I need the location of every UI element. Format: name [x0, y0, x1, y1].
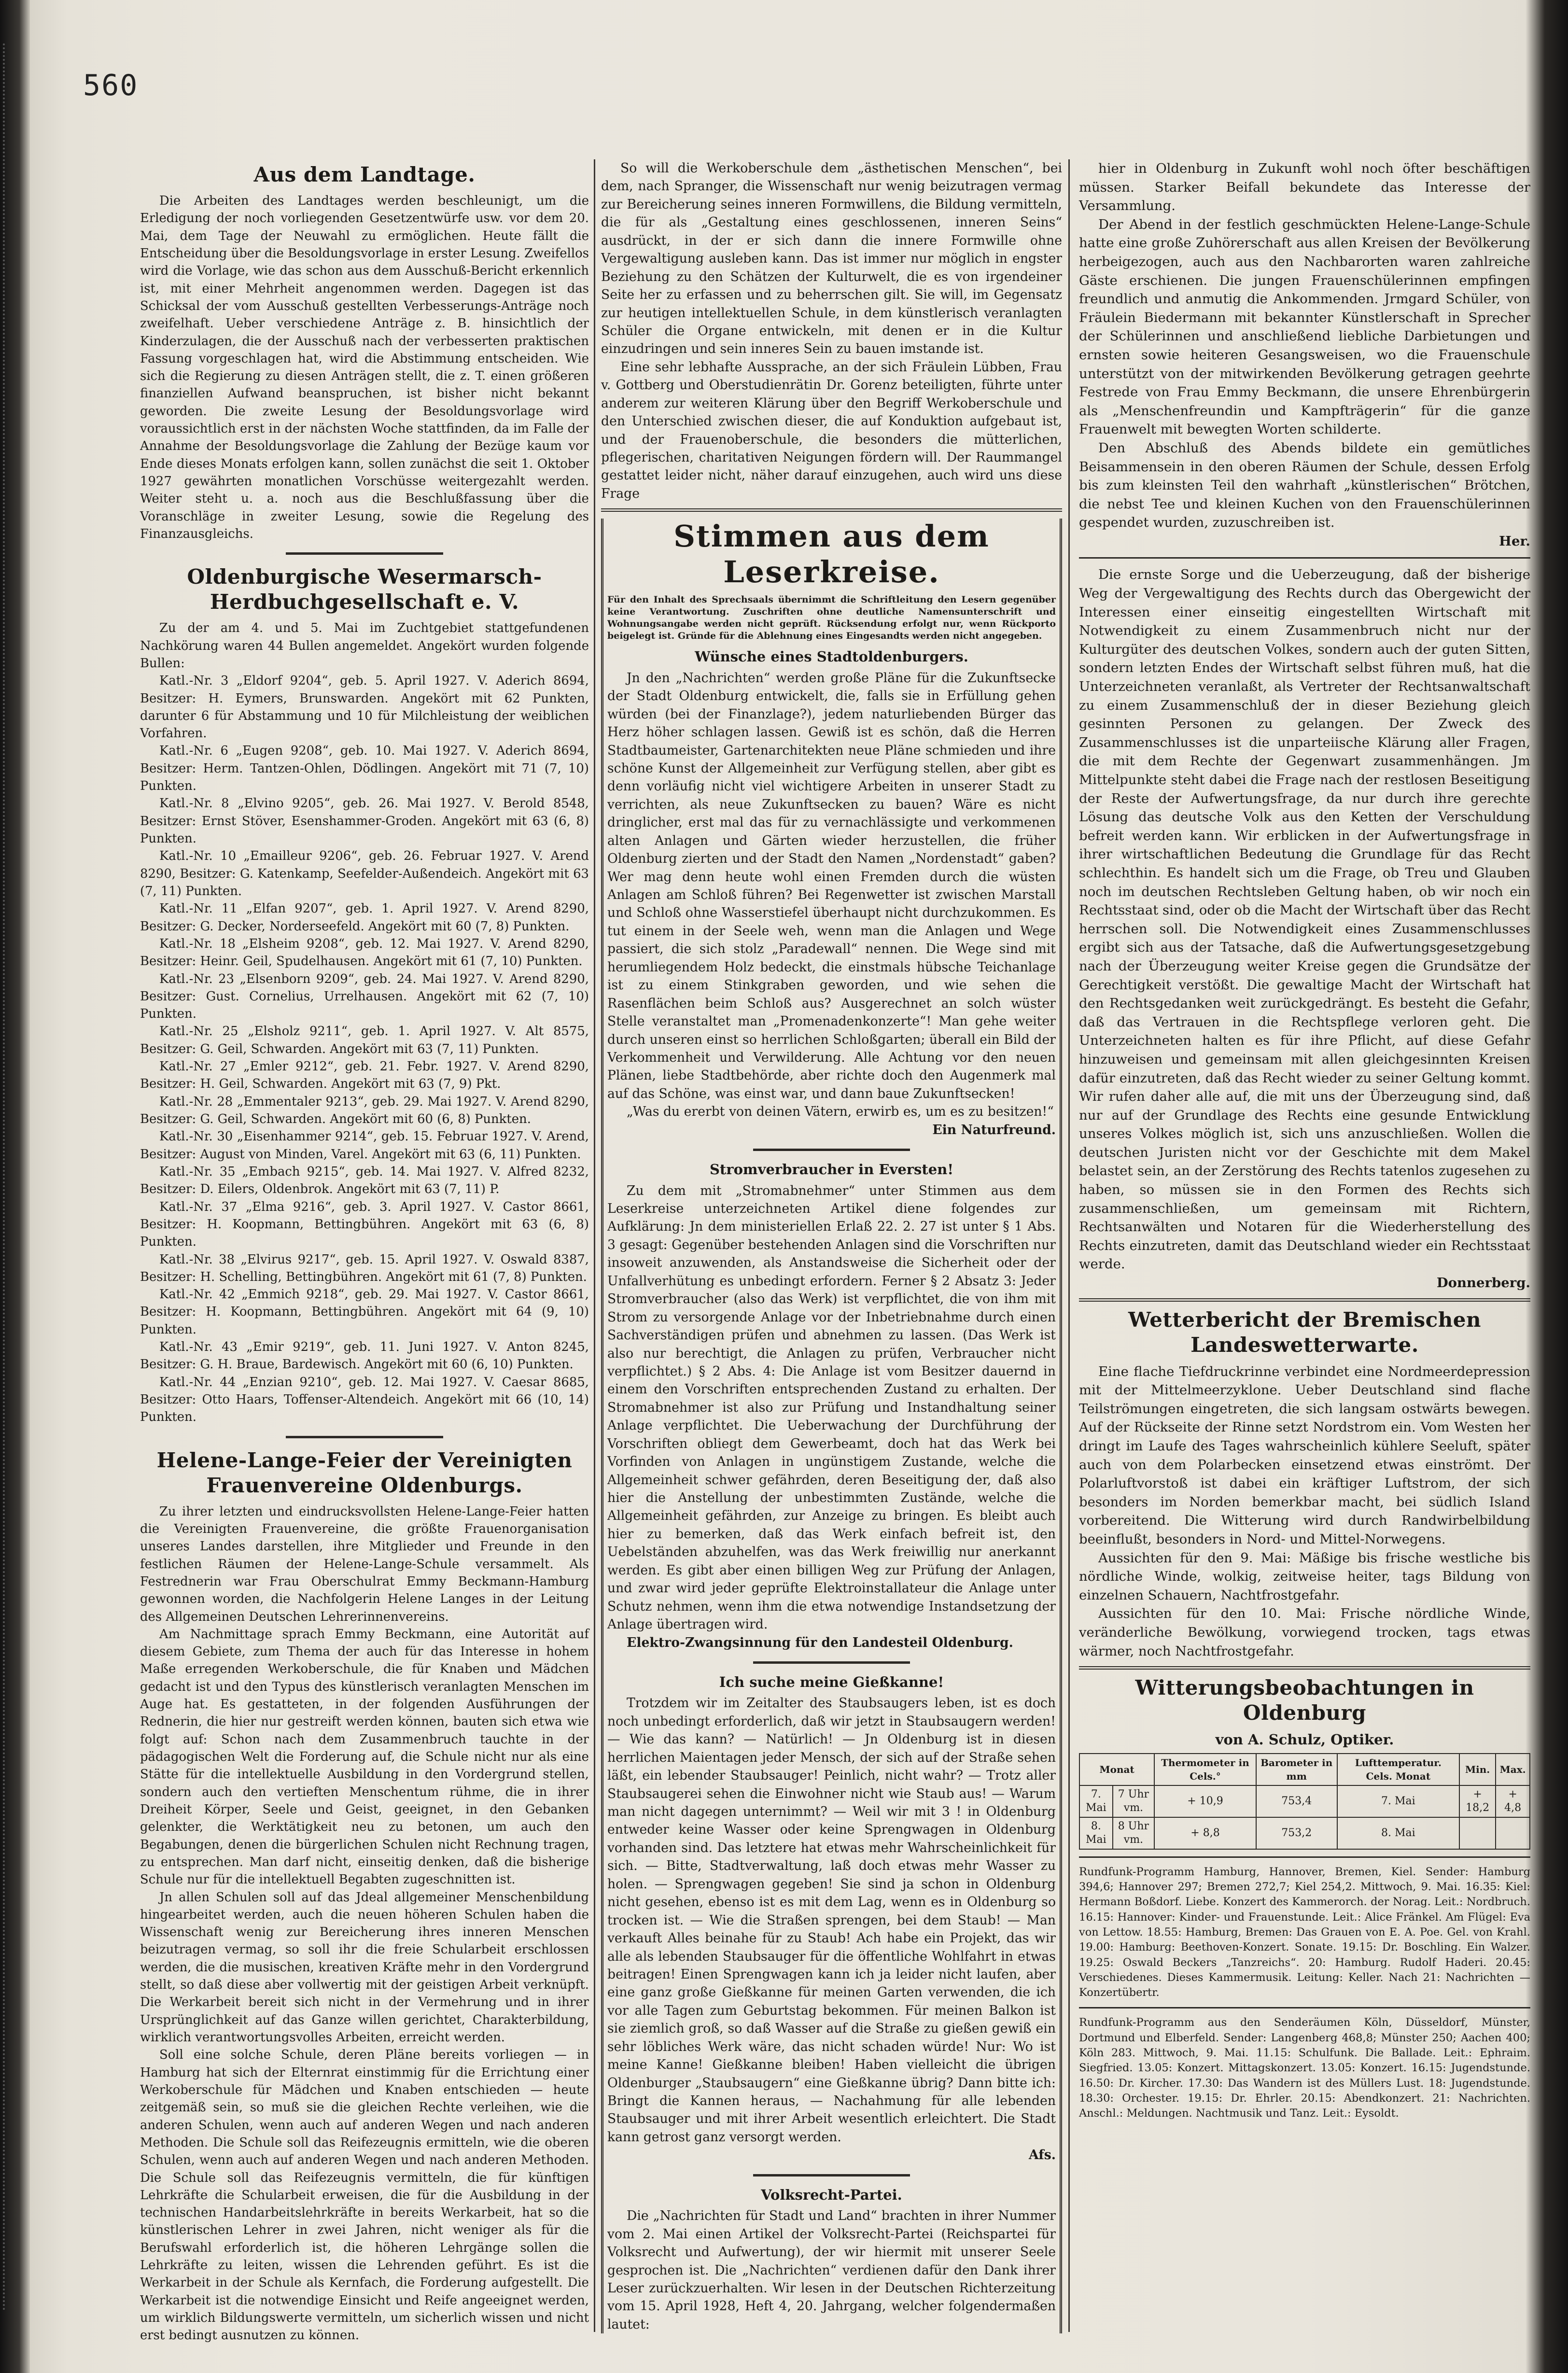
lange-closing-text: Den Abschluß des Abends bildete ein gemütliches Beisammensein in den oberen Räumen der Schule, dessen Erfolg bis zum kleinsten Teil den wahrhaft „künstlerischen“ Brötchen, die nebst Tee und kleinen Kuchen von den Frauenschülerinnen gespendet wurden, zuzuschreiben ist. — [1079, 440, 1530, 531]
binding-holes — [3, 43, 24, 2313]
wetter-forecast-10-mai: Aussichten für den 10. Mai: Frische nördliche Winde, veränderliche Bewölkung, vorwiegend trocken, tags etwas wärmer, noch Nachtfrostgefahr. — [1079, 1606, 1530, 1659]
herdbuch-entry: Katl.-Nr. 25 „Elsholz 9211“, geb. 1. April 1927. V. Alt 8575, Besitzer: G. Geil, Schwarden. Angekört mit 63 (7, 11) Punkten. — [140, 1024, 589, 1056]
continued-text-werkoberschule: So will die Werkoberschule dem „ästhetischen Menschen“, bei dem, nach Spranger, die Wissenschaft nur wenig beizutragen vermag zur Bereicherung seines inneren Formwillens, die Bildung vermitteln, die für als „Gestaltung eines geschlossenen, inneren Seins“ ausdrückt, in der er sich dann die innere Formwille ohne Vergewaltigung ausleben kann. Das ist immer nur möglich in engster Beziehung zu den Schätzen der Kulturwelt, die es von irgendeiner Seite her zu erfassen und zu beherrschen gilt. Sie will, im Gegensatz zur heutigen intellektuellen Schule, in dem künstlerisch veranlagten Schüler die Organe entwickeln, mit denen er in die Kultur einzudringen und sein inneres Sein zu bauen imstande ist. — [601, 161, 1062, 357]
column-separator — [1068, 159, 1070, 2332]
richter-signature: Donnerberg. — [1436, 1275, 1530, 1291]
weather-table-row — [1079, 1817, 1530, 1849]
herdbuch-entry: Katl.-Nr. 28 „Emmentaler 9213“, geb. 29. Mai 1927. V. Arend 8290, Besitzer: G. Geil, Schwarden. Angekört mit 60 (6, 8) Punkten. — [140, 1094, 589, 1126]
article-divider — [286, 1436, 443, 1438]
weather-table-cell: 7. Mai — [1079, 1785, 1113, 1817]
article-divider — [286, 552, 443, 555]
weather-table-header — [1079, 1754, 1530, 1785]
lange-paragraph: Soll eine solche Schule, deren Pläne bereits vorliegen — in Hamburg hat sich der Elternrat einstimmig für die Errichtung einer Werkoberschule für Mädchen und Knaben entschieden — heute zeitgemäß sein, so muß sie die gleichen Rechte verleihen, wie die anderen Schulen, wenn auch auf anderen Wegen und nach anderen Methoden. Die Schule soll das Reifezeugnis ermitteln, wie die oberen Schulen, wenn auch auf anderen Wegen und nach anderen Methoden. Die Schule soll das Reifezeugnis vermitteln, die für künftigen Lehrkräfte die Schularbeit erweisen, die für die Ausbildung in der technischen Handarbeitslehrkräfte in bereits Werkarbeit, hat so die künstlerischen Lehrer in zwei Jahren, nicht weniger als für die Berufswahl erforderlich ist, die höheren Lehrgänge sollen die Lehrkräfte zu leiten, wissen die Lehrenden geführt. Es ist die Werkarbeit in der Schule als Kernfach, die Forderung aufgestellt. Die Werkarbeit ist die notwendige Einsicht und Reife angeeignet werden, um wirklich Bildungswerte vermitteln, um sicherlich wissen und nicht erst bedingt ausnutzen zu können. — [140, 2048, 589, 2343]
column-1 — [140, 159, 589, 2345]
herdbuch-entry: Katl.-Nr. 35 „Embach 9215“, geb. 14. Mai 1927. V. Alfred 8232, Besitzer: D. Eilers, Oldenbrok. Angekört mit 63 (7, 11) P. — [140, 1164, 589, 1197]
letter-title-giesskanne: Ich suche meine Gießkanne! — [719, 1673, 944, 1690]
continued-text-aussprache: Eine sehr lebhafte Aussprache, an der sich Fräulein Lübben, Frau v. Gottberg und Oberstudienrätin Dr. Gorenz beteiligten, führte unter anderem zur weiteren Klärung über den Begriff Werkoberschule und den Unterschied zwischen dieser, die auf Konduktion aufgebaut ist, und der Frauenoberschule, die besonders die mütterlichen, pflegerischen, charitativen Neigungen fördern will. Der Raummangel gestattet leider nicht, näher darauf einzugehen, auch wird uns diese Frage — [601, 359, 1062, 501]
letter-divider — [753, 2174, 910, 2176]
herdbuch-entry: Katl.-Nr. 23 „Elsenborn 9209“, geb. 24. Mai 1927. V. Arend 8290, Besitzer: Gust. Cornelius, Urrelhausen. Angekört mit 62 (7, 10) Punkten. — [140, 971, 589, 1022]
weather-table-header-cell: Monat — [1079, 1754, 1154, 1785]
column-2 — [601, 159, 1062, 2333]
article-intro-herdbuch: Zu der am 4. und 5. Mai im Zuchtgebiet stattgefundenen Nachkörung waren 44 Bullen angemeldet. Angekört wurden folgende Bullen: — [140, 621, 589, 671]
beobachtungen-author: von A. Schulz, Optiker. — [1215, 1731, 1394, 1748]
lange-evening-text: Der Abend in der festlich geschmückten Helene-Lange-Schule hatte eine große Zuhörerschaft aus allen Kreisen der Bevölkerung herbeigezogen, auch aus den Nachbarorten waren zahlreiche Gäste erschienen. Die jungen Frauenschülerinnen empfingen freundlich und anmutig die Ankommenden. Jrmgard Schüler, von Fräulein Biedermann mit bekannter Künstlerschaft in Sprecher der Schülerinnen und anschließend liebliche Darbietungen und ernsten sowie heiteren Gesangsweisen, wo die Frauenschule unterstützt von der mitwirkenden Bevölkerung getragen geehrte Festrede von Frau Emmy Beckmann, die unsere Ehrenbürgerin als „Menschenfreundin und Kampfträgerin“ für die ganze Frauenwelt mit bewegten Worten schilderte. — [1079, 216, 1530, 437]
herdbuch-entry: Katl.-Nr. 37 „Elma 9216“, geb. 3. April 1927. V. Castor 8661, Besitzer: H. Koopmann, Bettingbühren. Angekört mit 63 (6, 8) Punkten. — [140, 1199, 589, 1250]
weather-table-cell: 7. Mai — [1337, 1785, 1459, 1817]
column-separator — [594, 159, 595, 2332]
letter-title-stadt: Wünsche eines Stadtoldenburgers. — [695, 648, 968, 665]
continued-text-lange: hier in Oldenburg in Zukunft wohl noch öfter beschäftigen müssen. Starker Beifall bekundete das Interesse der Versammlung. — [1079, 161, 1530, 214]
letter-body-strom: Zu dem mit „Stromabnehmer“ unter Stimmen aus dem Leserkreise unterzeichneten Artikel diene folgendes zur Aufklärung: Jn dem ministeriellen Erlaß 22. 2. 27 ist unter § 1 Abs. 3 gesagt: Gegenüber bestehenden Anlagen sind die Vorschriften nur insoweit anzuwenden, als Anstandsweise die Sicherheit oder der Unfallverhütung es unbedingt erfordern. Ferner § 2 Absatz 3: Jeder Stromverbraucher (also das Werk) ist verpflichtet, die von ihm mit Strom zu versorgende Anlage vor der Inbetriebnahme durch einen Sachverständigen prüfen und abnehmen zu lassen. (Das Werk ist also nur berechtigt, die Anlagen zu prüfen, Verbraucher nicht verpflichtet.) § 2 Abs. 4: Die Anlage ist vom Besitzer dauernd in einem den Vorschriften entsprechenden Zustand zu erhalten. Der Stromabnehmer ist also zur Prüfung und Instandhaltung seiner Anlage verpflichtet. Die Ueberwachung der Durchführung der Vorschriften obliegt dem Gewerbeamt, doch hat das Werk bei Vorfinden von Anlagen in ungünstigem Zustande, welche die Allgemeinheit schwer gefährden, deren Beseitigung der, daß also hier die Anstellung der unbestimmten Zustände, welche die Allgemeinheit gefährden, zur Anzeige zu bringen. Es bleibt auch hier zu bemerken, daß das Werk einfach befreit ist, den Uebelständen abzuhelfen, was das Werk freiwillig nur anerkannt werden. Es gibt aber einen billigen Weg zur Prüfung der Anlagen, und zwar wird jeder geprüfte Elektroinstallateur die Anlage unter Schutz nehmen, wenn ihm die etwa notwendige Instandsetzung der Anlage übertragen wird. — [607, 1183, 1056, 1632]
herdbuch-list — [140, 672, 589, 1426]
letter-divider — [753, 1661, 910, 1664]
weather-table-cell: 8. Mai — [1079, 1817, 1113, 1849]
letter-divider — [753, 1149, 910, 1151]
wetter-report-text: Eine flache Tiefdruckrinne verbindet eine Nordmeerdepression mit der Mittelmeerzyklone. Ueber Deutschland sind flache Teilströmungen eingetreten, die sich langsam ostwärts bewegen. Auf der Rückseite der Rinne setzt Nordstrom ein. Vom Westen her dringt im Laufe des Tages wahrscheinlich kühlere Seeluft, später auch von dem Polarbecken einsetzend etwas einströmt. Der Polarluftvorstoß ist dabei ein kräftiger Luftstrom, der sich besonders im Norden bemerkbar macht, bei südlich Island vorbereitend. Die Witterung wird durch Randwirbelbildung beeinflußt, besonders in Nord- und Mittel-Norwegens. — [1079, 1363, 1530, 1547]
radio-program-koeln: Rundfunk-Programm aus den Senderäumen Köln, Düsseldorf, Münster, Dortmund und Elberfeld. Sender: Langenberg 468,8; Münster 250; Aachen 400; Köln 283. Mittwoch, 9. Mai. 11.15: Schulfunk. Die Ballade. Leit.: Ephraim. Siegfried. 13.05: Konzert. Mittagskonzert. 13.05: Konzert. 16.15: Jugendstunde. 16.50: Dr. Kircher. 17.30: Das Wandern ist des Müllers Lust. 18: Jugendstunde. 18.30: Orchester. 19.15: Dr. Ehrler. 20.15: Abendkonzert. 21: Nachrichten. Anschl.: Meldungen. Nachtmusik und Tanz. Leit.: Eysoldt. — [1079, 2016, 1530, 2120]
herdbuch-entry: Katl.-Nr. 38 „Elvirus 9217“, geb. 15. April 1927. V. Oswald 8387, Besitzer: H. Schelling, Bettingbühren. Angekört mit 61 (7, 8) Punkten. — [140, 1252, 589, 1284]
section-divider — [1079, 1856, 1530, 1858]
herdbuch-entry: Katl.-Nr. 18 „Elsheim 9208“, geb. 12. Mai 1927. V. Arend 8290, Besitzer: Heinr. Geil, Spudelhausen. Angekört mit 61 (7, 10) Punkten. — [140, 936, 589, 969]
herdbuch-entry: Katl.-Nr. 6 „Eugen 9208“, geb. 10. Mai 1927. V. Aderich 8694, Besitzer: Herm. Tantzen-Ohlen, Dödlingen. Angekört mit 71 (7, 10) Punkten. — [140, 744, 589, 794]
weather-table-cell: 7 Uhr vm. — [1113, 1785, 1154, 1817]
letter-title-strom: Stromverbraucher in Eversten! — [709, 1161, 954, 1178]
section-divider — [1079, 1666, 1530, 1670]
weather-table-cell: + 4,8 — [1496, 1785, 1530, 1817]
lange-paragraph: Jn allen Schulen soll auf das Jdeal allgemeiner Menschenbildung hingearbeitet werden, auch die neuen höheren Schulen haben die Wissenschaft wenig zur Bereicherung ihres inneren Menschen beizutragen vermag, so soll ihr die freie Schularbeit erschlossen werden, die die musischen, kreativen Kräfte mehr in den Vordergrund stellt, so daß diese aber vollwertig mit der geistigen Arbeit verknüpft. Die Werkarbeit bereit sich nicht in der Vermehrung und in ihrer Ursprünglichkeit auf das Ganze willen gerichtet, Charakterbildung, wirklich verantwortungsvolles Arbeiten, erreicht werden. — [140, 1890, 589, 2045]
letter-signature-stadt: Ein Naturfreund. — [932, 1122, 1056, 1137]
weather-table-cell: + 8,8 — [1154, 1817, 1256, 1849]
section-divider — [1079, 1298, 1530, 1302]
weather-table-cell: 753,2 — [1256, 1817, 1337, 1849]
weather-table-body — [1079, 1785, 1530, 1849]
section-divider — [1079, 2007, 1530, 2008]
weather-table-cell: + 18,2 — [1459, 1785, 1496, 1817]
section-title-leserkreise: Stimmen aus dem Leserkreise. — [673, 519, 990, 590]
letter-body-giesskanne: Trotzdem wir im Zeitalter des Staubsaugers leben, ist es doch noch unbedingt erforderlich, daß wir jetzt in Staubsaugern werden! — Wie das kann? — Natürlich! — Jn Oldenburg ist in diesen herrlichen Maientagen jeder Mensch, der sich auf der Straße sehen läßt, ein lebender Staubsauger! Peinlich, nicht wahr? — Trotz aller Staubsaugerei sehen die Einwohner nicht wie Staub aus! — Warum man nicht dagegen unternimmt? — Weil wir mit 3 ! in Oldenburg entweder keine Wasser oder keine Sprengwagen in Oldenburg vorhanden sind. Das letztere hat etwas mehr Wahrscheinlichkeit für sich. — Bitte, Stadtverwaltung, laß doch etwas mehr Wasser zu holen. — Sprengwagen gegeben! Sie sind ja schon in Oldenburg nicht gesehen, ebenso ist es mit dem Lag, wenn es in Oldenburg so trocken ist. — Wie die Straßen sprengen, bei dem Staub! — Man verkauft Alles beinahe für zu Staub! Ach habe ein Projekt, das wir alle als lebenden Staubsauger für die öffentliche Wohlfahrt in etwas beitragen! Einen Sprengwagen kann ich ja leider nicht laufen, aber eine ganz große Gießkanne für meinen Garten verwenden, die ich vor alle Tagen zum Geburtstag bekommen. Für meinen Balkon ist sie ziemlich groß, so daß Wasser auf die Straße zu gießen gewiß ein sehr löbliches Werk wäre, das nicht schaden würde! Nur: Wo ist meine Kanne! Gießkanne bleiben! Haben vielleicht die übrigen Oldenburger „Staubsaugern“ eine Gießkanne übrig? Dann bitte ich: Bringt die Kannen heraus, — Nachahmung für alle lebenden Staubsauger und mit ihrer Arbeit wesentlich erleichtert. Die Stadt kann getrost ganz versorgt werden. — [607, 1696, 1056, 2145]
weather-table-row — [1079, 1785, 1530, 1817]
letter-signature-giesskanne: Afs. — [1029, 2148, 1056, 2163]
weather-table-cell: 8. Mai — [1337, 1817, 1459, 1849]
letter-quote-stadt: „Was du ererbt von deinen Vätern, erwirb es, um es zu besitzen!“ — [627, 1104, 1054, 1120]
section-title-wetterbericht: Wetterbericht der Bremischen Landeswetterwarte. — [1128, 1307, 1481, 1357]
letter-title-partei: Volksrecht-Partei. — [761, 2186, 902, 2203]
editorial-disclaimer: Für den Inhalt des Sprechsaals übernimmt die Schriftleitung den Lesern gegenüber keine Verantwortung. Zuschriften ohne deutliche Namensunterschrift und Wohnungsangabe werden nicht geprüft. Rücksendung erfolgt nur, wenn Rückporto beigelegt ist. Gründe für die Ablehnung eines Eingesandts werden nicht angegeben. — [607, 594, 1056, 642]
herdbuch-entry: Katl.-Nr. 42 „Emmich 9218“, geb. 29. Mai 1927. V. Castor 8661, Besitzer: H. Koopmann, Bettingbühren. Angekört mit 64 (9, 10) Punkten. — [140, 1287, 589, 1337]
weather-table-header-cell: Thermometer in Cels.° — [1154, 1754, 1256, 1785]
herdbuch-entry: Katl.-Nr. 3 „Eldorf 9204“, geb. 5. April 1927. V. Aderich 8694, Besitzer: H. Eymers, Brunswarden. Angekört mit 62 Punkten, darunter 6 für Abstammung und 10 für Milchleistung der weiblichen Vorfahren. — [140, 674, 589, 741]
lange-paragraph: Am Nachmittage sprach Emmy Beckmann, eine Autorität auf diesem Gebiete, zum Thema der auch für das Interesse in hohem Maße erregenden Werkoberschule, die für Knaben und Mädchen gedacht ist und den Typus des künstlerisch veranlagten Menschen im Auge hat. Es gestatteten, in der folgenden Ausführungen der Rednerin, die hier nur gestreift werden können, bauten sich etwa wie folgt auf: Schon nach dem Zusammenbruch tauchte in der pädagogischen Welt die Forderung auf, die Schule nicht nur als eine Stätte für die intellektuelle Ausbildung in den Vordergrund stellen, sondern auch den vertieften Menschentum rühme, die in ihrer Dreiheit Körper, Seele und Geist, geeignet, in den Gebanken gelenkter, die Werktätigkeit neu zu betonen, um auch den Begabungen, denen die bürgerlichen Schulen nicht Rechnung tragen, zu entsprechen. Man darf nicht, einseitig denken, daß die bisherige Schule nur für die intellektuell Begabten zugeschnitten ist. — [140, 1627, 589, 1887]
herdbuch-entry: Katl.-Nr. 43 „Emir 9219“, geb. 11. Juni 1927. V. Anton 8245, Besitzer: G. H. Braue, Bardewisch. Angekört mit 60 (6, 10) Punkten. — [140, 1340, 589, 1372]
leserkreise-section — [601, 519, 1062, 2333]
article-title-lange-feier: Helene-Lange-Feier der Vereinigten Frauenvereine Oldenburgs. — [156, 1448, 573, 1497]
herdbuch-entry: Katl.-Nr. 10 „Emailleur 9206“, geb. 26. Februar 1927. V. Arend 8290, Besitzer: G. Katenkamp, Seefelder-Außendeich. Angekört mit 63 (7, 11) Punkten. — [140, 849, 589, 899]
section-title-beobachtungen: Witterungsbeobachtungen in Oldenburg — [1135, 1676, 1474, 1725]
herdbuch-entry: Katl.-Nr. 30 „Eisenhammer 9214“, geb. 15. Februar 1927. V. Arend, Besitzer: August von Minden, Varel. Angekört mit 63 (6, 11) Punkten. — [140, 1129, 589, 1162]
weather-table-cell — [1496, 1817, 1530, 1849]
section-divider — [601, 508, 1062, 512]
lange-paragraph: Zu ihrer letzten und eindrucksvollsten Helene-Lange-Feier hatten die Vereinigten Frauenvereine, die größte Frauenorganisation unseres Landes darstellen, ihre Mitglieder und Freunde in den festlichen Räumen der Helene-Lange-Schule versammelt. Als Festrednerin war Frau Oberschulrat Emmy Beckmann-Hamburg gewonnen worden, die Nachfolgerin Helene Langes in der Leitung des Allgemeinen Deutschen Lehrerinnenvereins. — [140, 1504, 589, 1624]
weather-table-cell: + 10,9 — [1154, 1785, 1256, 1817]
weather-table-header-cell: Lufttemperatur. Cels. Monat — [1337, 1754, 1459, 1785]
article-title-landtag: Aus dem Landtage. — [253, 163, 476, 186]
weather-table-cell: 753,4 — [1256, 1785, 1337, 1817]
herdbuch-entry: Katl.-Nr. 27 „Emler 9212“, geb. 21. Febr. 1927. V. Arend 8290, Besitzer: H. Geil, Schwarden. Angekört mit 63 (7, 9) Pkt. — [140, 1059, 589, 1092]
herdbuch-entry: Katl.-Nr. 44 „Enzian 9210“, geb. 12. Mai 1927. V. Caesar 8685, Besitzer: Otto Haars, Toffenser-Altendeich. Angekört mit 66 (10, 14) Punkten. — [140, 1375, 589, 1425]
letter-body-partei: Die „Nachrichten für Stadt und Land“ brachten in ihrer Nummer vom 2. Mai einen Artikel der Volksrecht-Partei (Reichspartei für Volksrecht und Aufwertung), der wir hiermit mit unserer Seele gesprochen ist. Die „Nachrichten“ verdienen dafür den Dank ihrer Leser zurückzuerhalten. Wir lesen in der Deutschen Richterzeitung vom 15. April 1928, Heft 4, 20. Jahrgang, welcher folgendermaßen lautet: — [607, 2208, 1056, 2332]
weather-table-header-cell: Max. — [1496, 1754, 1530, 1785]
weather-table-cell: 8 Uhr vm. — [1113, 1817, 1154, 1849]
lange-article-body — [140, 1503, 589, 2345]
radio-program-hamburg: Rundfunk-Programm Hamburg, Hannover, Bremen, Kiel. Sender: Hamburg 394,6; Hannover 297; Bremen 272,7; Kiel 254,2. Mittwoch, 9. Mai. 16.35: Kiel: Hermann Boßdorf. Liebe. Konzert des Kammerorch. der Norag. Leit.: Nordbruch. 16.15: Hannover: Kinder- und Frauenstunde. Leit.: Alice Fränkel. Am Flügel: Eva von Lettow. 18.55: Hamburg, Bremen: Das Grauen von E. A. Poe. Gel. von Krahl. 19.00: Hamburg: Beethoven-Konzert. Sonate. 19.15: Dr. Boschling. Ein Walzer. 19.25: Oswald Beckers „Tanzreichs“. 20: Hamburg. Rudolf Haderi. 20.45: Verschiedenes. Dieses Kammermusik. Leitung: Keller. Nach 21: Nachrichten — Konzertübertr. — [1079, 1865, 1530, 1999]
weather-table-header-cell: Barometer in mm — [1256, 1754, 1337, 1785]
letter-signature-strom: Elektro-Zwangsinnung für den Landesteil Oldenburg. — [627, 1635, 1013, 1650]
richter-appeal-text: Die ernste Sorge und die Ueberzeugung, daß der bisherige Weg der Vergewaltigung des Rechts durch das Obergewicht der Interessen einer einseitig eingestellten Wirtschaft mit Notwendigkeit zu einem Zusammenbruch nicht nur der Kulturgüter des deutschen Volkes, sondern auch der guten Sitten, sondern letzten Endes der Wirtschaft selbst führen muß, hat die Unterzeichneten veranlaßt, als Vertreter der Rechtsanwaltschaft zu einem Zusammenschluß der in dieser Beziehung gleich gesinnten Personen zu gelangen. Der Zweck des Zusammenschlusses ist die unparteiische Klärung aller Fragen, die mit dem Rechte der Gegenwart zusammenhängen. Jm Mittelpunkte steht dabei die Frage nach der restlosen Beseitigung der Reste der Aufwertungsfrage, da nur durch ihre gerechte Lösung das deutsche Volk aus den Ketten der Verschuldung befreit werden kann. Wir erblicken in der Aufwertungsfrage in ihrer wirtschaftlichen Bedeutung die Grundlage für das Recht schlechthin. Es handelt sich um die Frage, ob Treu und Glauben noch im deutschen Rechtsleben Geltung haben, ob wir noch ein Rechtsstaat sind, oder ob die Macht der Wirtschaft über das Recht herrschen soll. Die Notwendigkeit eines Zusammenschlusses ergibt sich aus der Tatsache, daß die Aufwertungsgesetzgebung nach der Überzeugung weiter Kreise gegen die Grundsätze der Gerechtigkeit verstößt. Die gewaltige Macht der Wirtschaft hat den Rechtsgedanken weit zurückgedrängt. Es besteht die Gefahr, daß das Vertrauen in die Rechtspflege verloren geht. Die Unterzeichneten halten es für ihre Pflicht, auf diese Gefahr hinzuweisen und gemeinsam mit allen gleichgesinnten Kreisen dafür einzutreten, daß das Recht wieder zu seiner Geltung kommt. Wir rufen daher alle auf, die mit uns der Überzeugung sind, daß nur auf der Grundlage des Rechts eine gesunde Entwicklung unseres Volkes möglich ist, sich uns anzuschließen. Wollen die deutschen Juristen nicht vor der Geschichte mit dem Makel belastet sein, an der Zerstörung des Rechts tatenlos zugesehen zu haben, so müssen sie in den Formen des Rechts sich zusammenschließen, um gemeinsam mit Richtern, Rechtsanwälten und Notaren für die Wiederherstellung des Rechts einzutreten, damit das Deutschland wieder ein Rechtsstaat werde. — [1079, 567, 1530, 1272]
page-number: 560 — [83, 69, 139, 102]
wetter-forecast-9-mai: Aussichten für den 9. Mai: Mäßige bis frische westliche bis nördliche Winde, wolkig, zeitweise heiter, tags Bildung von einzelnen Schauern, Nachtfrostgefahr. — [1079, 1550, 1530, 1603]
herdbuch-entry: Katl.-Nr. 8 „Elvino 9205“, geb. 26. Mai 1927. V. Berold 8548, Besitzer: Ernst Stöver, Esenshammer-Groden. Angekört mit 63 (6, 8) Punkten. — [140, 796, 589, 846]
column-3 — [1079, 159, 1530, 2121]
weather-table-cell — [1459, 1817, 1496, 1849]
lange-signature: Her. — [1498, 533, 1530, 549]
section-divider — [1079, 557, 1530, 559]
weather-observation-table — [1079, 1753, 1530, 1850]
weather-table-header-cell: Min. — [1459, 1754, 1496, 1785]
article-body-landtag: Die Arbeiten des Landtages werden beschleunigt, um die Erledigung der noch vorliegenden Gesetzentwürfe usw. vor dem 20. Mai, dem Tage der Neuwahl zu ermöglichen. Heute fällt die Entscheidung über die Besoldungsvorlage in erster Lesung. Zweifellos wird die Vorlage, wie das schon aus dem Ausschuß-Bericht erkennlich ist, mit einer Mehrheit angenommen werden. Dagegen ist das Schicksal der vom Ausschuß gestellten Verbesserungs-Anträge noch zweifelhaft. Ueber verschiedene Anträge z. B. hinsichtlich der Kinderzulagen, die der Ausschuß nach der verbesserten praktischen Fassung vorgeschlagen hat, wird die Abstimmung entscheiden. Wie sich die Regierung zu diesen Anträgen stellt, die z. T. einen größeren finanziellen Aufwand beanspruchen, ist bisher nicht bekannt geworden. Die zweite Lesung der Besoldungsvorlage wird voraussichtlich erst in der nächsten Woche stattfinden, da im Falle der Annahme der Besoldungsvorlage die Zahlung der Bezüge kaum vor Ende dieses Monats erfolgen kann, sollen zunächst die seit 1. Oktober 1927 gewährten monatlichen Vorschüsse weitergezahlt werden. Weiter steht u. a. noch aus die Beschlußfassung über die Voranschläge in zweiter Lesung, sowie die Regelung des Finanzausgleichs. — [140, 194, 589, 541]
letter-body-stadt: Jn den „Nachrichten“ werden große Pläne für die Zukunftsecke der Stadt Oldenburg entwickelt, die, falls sie in Erfüllung gehen würden (bei der Finanzlage?), jedem naturliebenden Bürger das Herz höher schlagen lassen. Gewiß ist es schön, daß die Herren Stadtbaumeister, Gartenarchitekten neue Pläne schmieden und ihre schöne Kunst der Allgemeinheit zur Verfügung stellen, aber gibt es denn vorläufig nicht viel wichtigere Arbeiten in unserer Stadt zu verrichten, als neue Zukunftsecken zu bauen? Wäre es nicht dringlicher, erst mal das für zu vernachlässigte und verkommenen alten Anlagen und Gärten wieder herzustellen, die früher Oldenburg zierten und der Stadt den Namen „Nordenstadt“ gaben? Wer mag denn heute wohl einen Fremden durch die wüsten Anlagen am Schloß führen? Bei Regenwetter ist zwischen Marstall und Schloß ohne Wasserstiefel überhaupt nicht durchzukommen. Es tut einem in der Seele weh, wenn man die Anlagen und Wege passiert, die sich stolz „Paradewall“ nennen. Die Wege sind mit herumliegendem Holz bedeckt, die einstmals hübsche Teichanlage ist zu einem Stinkgraben geworden, und wie sehen die Rasenflächen beim Schloß aus? Ausgerechnet an solch wüster Stelle veranstaltet man „Promenadenkonzerte“! Man gehe weiter durch unseren einst so herrlichen Schloßgarten; überall ein Bild der Verkommenheit und Verwilderung. Alle Achtung vor den neuen Plänen, liebe Stadtbehörde, aber richte doch den Augenmerk mal auf das Schöne, was einst war, und dann baue Zukunftsecken! — [607, 670, 1056, 1101]
article-title-herdbuch: Oldenburgische Wesermarsch-Herdbuchgesellschaft e. V. — [187, 565, 542, 614]
herdbuch-entry: Katl.-Nr. 11 „Elfan 9207“, geb. 1. April 1927. V. Arend 8290, Besitzer: G. Decker, Norderseefeld. Angekört mit 60 (7, 8) Punkten. — [140, 901, 589, 934]
